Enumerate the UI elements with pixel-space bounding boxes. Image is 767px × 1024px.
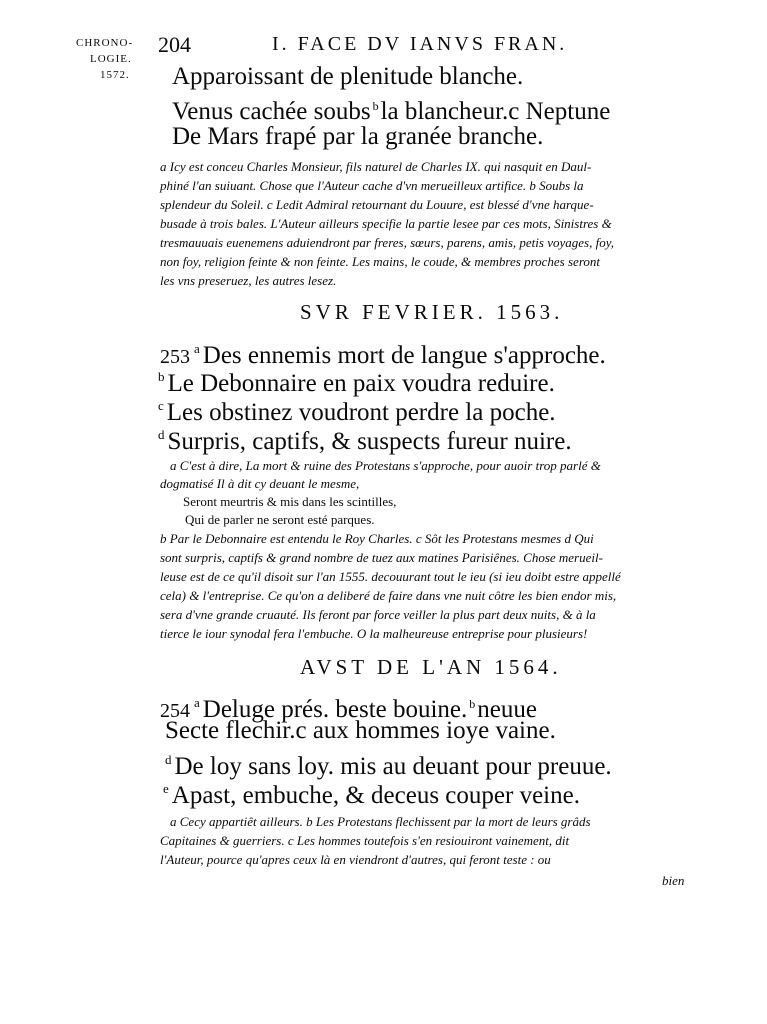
- annotation-line: a C'est à dire, La mort & ruine des Protestans s'approche, pour auoir trop parlé &: [170, 458, 601, 473]
- verse-text: Apast, embuche, & deceus couper veine.: [171, 782, 580, 809]
- verse-text: Les obstinez voudront perdre la poche.: [166, 399, 556, 426]
- verse-text: Le Debonnaire en paix voudra reduire.: [167, 370, 555, 397]
- annotation-line: tresmauuais euenemens aduiendront par freres, sœurs, parens, amis, petis voyages, foy,: [160, 235, 614, 250]
- verse-text: neuue: [477, 696, 537, 723]
- catchword: bien: [662, 873, 685, 888]
- verse-line: Secte flechir.c aux hommes ioye vaine.: [165, 717, 556, 744]
- section-heading: SVR FEVRIER. 1563.: [300, 300, 564, 324]
- verse-line: [163, 774, 580, 810]
- verse-line: [158, 420, 572, 456]
- annotation-line: tierce le iour synodal fera l'embuche. O la malheureuse entreprise pour plusieurs!: [160, 626, 588, 641]
- verse-text: Des ennemis mort de langue s'approche.: [202, 342, 606, 369]
- note-mark: a: [194, 341, 200, 356]
- verse-fragment: Venus cachée soubs: [172, 98, 371, 125]
- annotation-line: les vns preseruez, les autres lesez.: [160, 273, 337, 288]
- annotation-line: sont surpris, captifs & grand nombre de tuez aux matines Parisiênes. Chose merueil-: [160, 550, 603, 565]
- annotation-line: cela) & l'entreprise. Ce qu'on a deliberé de faire dans vne nuit côtre les bien endor mis,: [160, 588, 617, 603]
- stanza-number: 254: [160, 700, 190, 722]
- verse-text: Deluge prés. beste bouine.: [202, 696, 468, 723]
- note-mark: d: [158, 427, 165, 442]
- margin-note-line: LOGIE.: [90, 53, 132, 65]
- note-mark: a: [194, 695, 200, 710]
- annotation-line: leuse est de ce qu'il disoit sur l'an 1555. decouurant tout le ieu (si ieu doibt estre appellé: [160, 569, 621, 584]
- verse-fragment: la blancheur.c Neptune: [380, 98, 611, 125]
- verse-line: Apparoissant de plenitude blanche.: [172, 63, 524, 90]
- note-mark: d: [165, 752, 172, 767]
- annotation-line: busade à trois bales. L'Auteur ailleurs specifie la partie lesee par ces mots, Sinistres &: [160, 216, 612, 231]
- annotation-line: a Cecy appartiêt ailleurs. b Les Protestans flechissent par la mort de leurs grâds: [170, 814, 591, 829]
- margin-note-line: CHRONO-: [76, 37, 134, 49]
- verse-text: De loy sans loy. mis au deuant pour preuue.: [174, 753, 612, 780]
- note-mark: b: [158, 369, 165, 384]
- section-heading: AVST DE L'AN 1564.: [300, 655, 562, 679]
- annotation-line: dogmatisé Il à dit cy deuant le mesme,: [160, 476, 360, 491]
- annotation-line: splendeur du Soleil. c Ledit Admiral retournant du Louure, est blessé d'vne harque-: [160, 197, 594, 212]
- note-mark: b: [372, 99, 379, 113]
- note-mark: e: [163, 781, 169, 796]
- annotation-line: sera d'vne grande cruauté. Ils feront par force veiller la plus part deux nuits, & à la: [160, 607, 596, 622]
- annotation-line: non foy, religion feinte & non feinte. Les mains, le coude, & membres proches seront: [160, 254, 601, 269]
- annotation-line: phiné l'an suiuant. Chose que l'Auteur cache d'vn merueilleux artifice. b Soubs la: [160, 178, 584, 193]
- stanza-number: 253: [160, 346, 190, 368]
- page-number: 204: [158, 32, 191, 57]
- verse-line: [172, 92, 610, 126]
- annotation-line: l'Auteur, pource qu'apres ceux là en viendront d'autres, qui feront teste : ou: [160, 852, 551, 867]
- margin-note-year: 1572.: [100, 69, 130, 81]
- note-mark: b: [469, 697, 476, 711]
- verse-text: Surpris, captifs, & suspects fureur nuire.: [167, 428, 572, 455]
- quoted-verse: Qui de parler ne seront esté parques.: [185, 512, 375, 527]
- annotation-line: b Par le Debonnaire est entendu le Roy Charles. c Sôt les Protestans mesmes d Qui: [160, 531, 594, 546]
- note-mark: c: [158, 398, 164, 413]
- annotation-line: Capitaines & guerriers. c Les hommes toutefois s'en resiouiront vainement, dit: [160, 833, 570, 848]
- quoted-verse: Seront meurtris & mis dans les scintilles,: [183, 494, 397, 509]
- running-head: I. FACE DV IANVS FRAN.: [272, 33, 568, 55]
- annotation-line: a Icy est conceu Charles Monsieur, fils naturel de Charles IX. qui nasquit en Daul-: [160, 159, 592, 174]
- verse-line: De Mars frapé par la granée branche.: [172, 123, 544, 150]
